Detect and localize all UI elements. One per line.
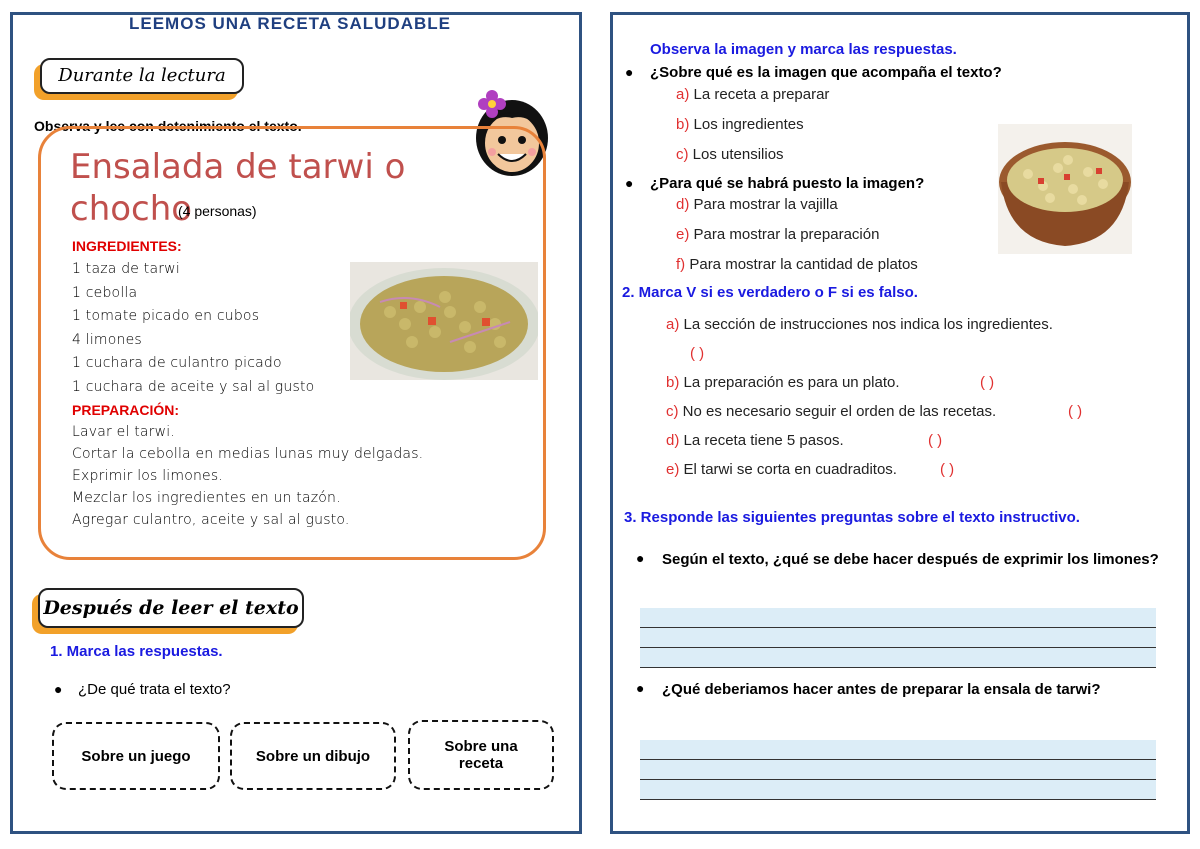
preparation-step: Mezclar los ingredientes en un tazón. bbox=[72, 490, 341, 506]
tf-answer-e[interactable]: ( ) bbox=[940, 461, 955, 478]
question-image-purpose: ¿Para qué se habrá puesto la imagen? bbox=[650, 175, 925, 192]
after-reading-tag bbox=[38, 588, 304, 628]
ingredient-item: 1 cebolla bbox=[72, 284, 138, 301]
ingredient-item: 1 tomate picado en cubos bbox=[72, 308, 260, 324]
ingredient-item: 4 limones bbox=[72, 331, 142, 348]
recipe-title: Ensalada de tarwi o chocho bbox=[70, 147, 406, 229]
tf-item-b: b) La preparación es para un plato. bbox=[666, 374, 900, 391]
bullet-icon: ● bbox=[625, 175, 634, 191]
q3-question-1: Según el texto, ¿qué se debe hacer después de exprimir los limones? bbox=[662, 551, 1159, 568]
during-reading-label: Durante la lectura bbox=[58, 65, 226, 86]
bullet-icon: ● bbox=[636, 550, 645, 566]
option-drawing[interactable] bbox=[230, 722, 396, 790]
option-f[interactable]: f) Para mostrar la cantidad de platos bbox=[676, 256, 918, 273]
answer-lines-1[interactable] bbox=[640, 608, 1156, 668]
salad-photo bbox=[350, 262, 538, 380]
tf-item-c: c) No es necesario seguir el orden de las recetas. bbox=[666, 403, 997, 420]
option-b[interactable]: b) Los ingredientes bbox=[676, 116, 804, 133]
option-recipe[interactable] bbox=[408, 720, 554, 790]
preparation-heading: PREPARACIÓN: bbox=[72, 402, 180, 418]
tf-item-a: a) La sección de instrucciones nos indica los ingredientes. bbox=[666, 316, 1053, 333]
ingredients-heading: INGREDIENTES: bbox=[72, 238, 182, 254]
option-game[interactable] bbox=[52, 722, 220, 790]
during-reading-tag bbox=[40, 58, 244, 94]
q2-heading: 2. Marca V si es verdadero o F si es falso. bbox=[622, 284, 918, 301]
recipe-servings: (4 personas) bbox=[178, 203, 257, 219]
tf-answer-c[interactable]: ( ) bbox=[1068, 403, 1083, 420]
option-e[interactable]: e) Para mostrar la preparación bbox=[676, 226, 880, 243]
ingredient-item: 1 cuchara de aceite y sal al gusto bbox=[72, 378, 315, 395]
option-d[interactable]: d) Para mostrar la vajilla bbox=[676, 196, 838, 213]
after-reading-label: Después de leer el texto bbox=[43, 597, 299, 619]
reading-instruction: Observa y lee con detenimiento el texto. bbox=[34, 118, 302, 134]
preparation-step: Cortar la cebolla en medias lunas muy delgadas. bbox=[72, 446, 424, 462]
bullet-icon: ● bbox=[54, 681, 63, 697]
bullet-icon: ● bbox=[636, 680, 645, 696]
option-drawing-label: Sobre un dibujo bbox=[255, 747, 371, 765]
ingredient-item: 1 taza de tarwi bbox=[72, 261, 180, 277]
q3-heading: 3. Responde las siguientes preguntas sobre el texto instructivo. bbox=[624, 509, 1080, 526]
tf-item-e: e) El tarwi se corta en cuadraditos. bbox=[666, 461, 897, 478]
preparation-steps bbox=[72, 424, 423, 534]
option-c[interactable]: c) Los utensilios bbox=[676, 146, 784, 163]
q1-question: ¿De qué trata el texto? bbox=[78, 681, 231, 698]
tf-answer-a[interactable]: ( ) bbox=[690, 345, 705, 362]
worksheet-title: LEEMOS UNA RECETA SALUDABLE bbox=[129, 14, 451, 33]
preparation-step: Lavar el tarwi. bbox=[72, 424, 176, 440]
q3-question-2: ¿Qué deberiamos hacer antes de preparar la ensala de tarwi? bbox=[662, 681, 1101, 698]
tf-item-d: d) La receta tiene 5 pasos. bbox=[666, 432, 844, 449]
observe-heading: Observa la imagen y marca las respuestas. bbox=[650, 41, 957, 58]
bullet-icon: ● bbox=[625, 64, 634, 80]
preparation-step: Agregar culantro, aceite y sal al gusto. bbox=[72, 512, 350, 528]
question-image-about: ¿Sobre qué es la imagen que acompaña el texto? bbox=[650, 64, 1002, 81]
option-a[interactable]: a) La receta a preparar bbox=[676, 86, 830, 103]
option-recipe-label: Sobre una receta bbox=[444, 738, 518, 772]
answer-lines-2[interactable] bbox=[640, 740, 1156, 800]
ingredients-list bbox=[72, 261, 314, 402]
preparation-step: Exprimir los limones. bbox=[72, 468, 224, 484]
tf-answer-d[interactable]: ( ) bbox=[928, 432, 943, 449]
ingredient-item: 1 cuchara de culantro picado bbox=[72, 355, 282, 371]
tf-answer-b[interactable]: ( ) bbox=[980, 374, 995, 391]
q1-heading: 1. Marca las respuestas. bbox=[50, 643, 223, 660]
salad-bowl-photo bbox=[998, 124, 1132, 254]
option-game-label: Sobre un juego bbox=[81, 747, 191, 765]
